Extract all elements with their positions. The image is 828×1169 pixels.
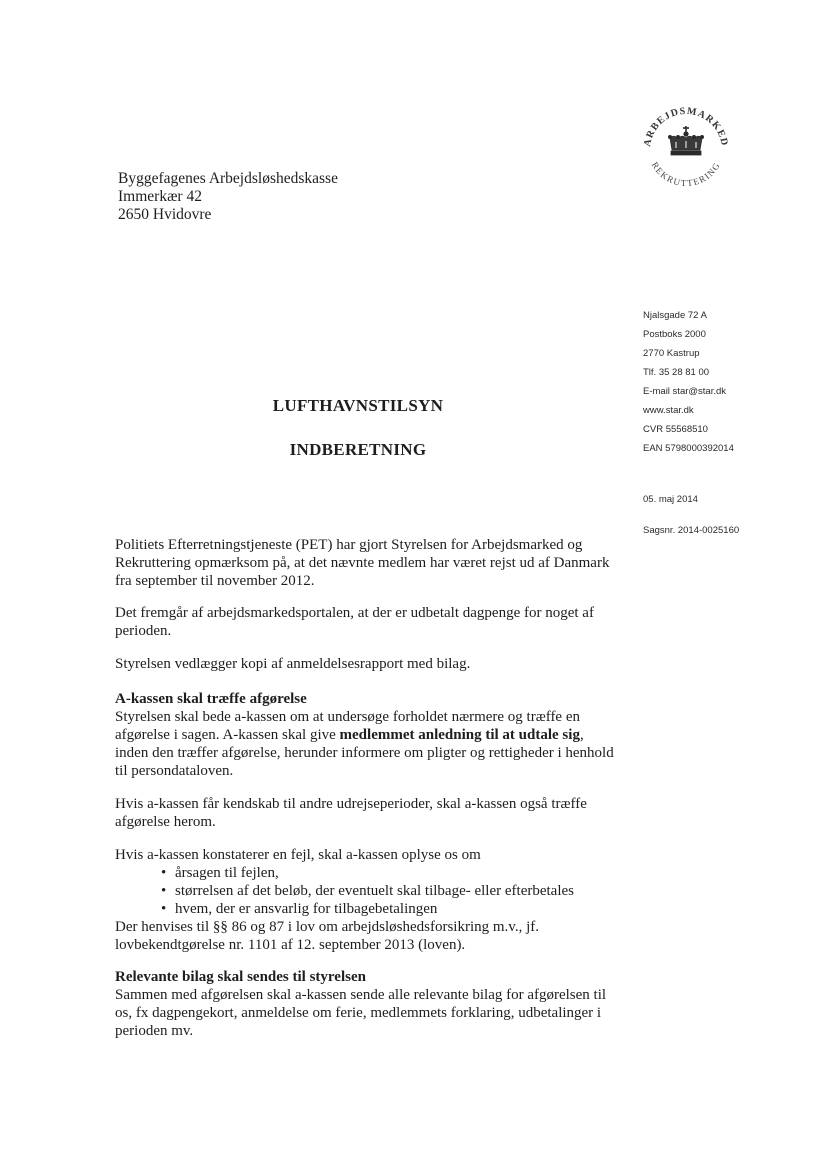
sender-cvr: CVR 55568510 — [643, 424, 708, 435]
sender-phone: Tlf. 35 28 81 00 — [643, 367, 710, 378]
intro-line: fra september til november 2012. — [115, 573, 315, 589]
error-bullet-list — [115, 864, 615, 918]
recipient-city: 2650 Hvidovre — [118, 206, 212, 223]
recipient-street: Immerkær 42 — [118, 188, 202, 205]
intro-line: Politiets Efterretningstjeneste (PET) har gjort Styrelsen for Arbejdsmarked og — [115, 537, 583, 553]
sender-info — [643, 306, 734, 458]
sender-city: 2770 Kastrup — [643, 348, 700, 359]
letter-date: 05. maj 2014 — [643, 494, 698, 505]
star-logo — [634, 92, 738, 196]
decision-line: Styrelsen skal bede a-kassen om at undersøge forholdet nærmere og træffe en — [115, 709, 580, 725]
decision-section — [115, 690, 615, 780]
sender-box: Postboks 2000 — [643, 329, 706, 340]
intro-paragraph — [115, 536, 615, 590]
recipient-name: Byggefagenes Arbejdsløshedskasse — [118, 170, 338, 187]
list-item: • hvem, der er ansvarlig for tilbagebetalingen — [161, 901, 438, 917]
sender-ean: EAN 5798000392014 — [643, 443, 734, 454]
attachments-line: perioden mv. — [115, 1023, 194, 1039]
svg-text:ARBEJDSMARKED: ARBEJDSMARKED — [642, 105, 730, 148]
portal-line: perioden. — [115, 623, 172, 639]
recipient-address — [118, 170, 338, 224]
emphasis-hearing: medlemmet anledning til at udtale sig — [339, 727, 580, 743]
list-item: • størrelsen af det beløb, der eventuelt skal tilbage- eller efterbetales — [161, 883, 574, 899]
bullet-icon: • — [161, 883, 167, 899]
decision-line: afgørelse i sagen. A-kassen skal give medlemmet anledning til at udtale sig, — [115, 727, 584, 743]
bullet-icon: • — [161, 865, 167, 881]
attachment-paragraph — [115, 655, 615, 673]
document-title: LUFTHAVNSTILSYN — [272, 396, 444, 415]
attachments-line: os, fx dagpengekort, anmeldelse om ferie, medlemmets forklaring, udbetalinger i — [115, 1005, 602, 1021]
other-trips-line: Hvis a-kassen får kendskab til andre udrejseperioder, skal a-kassen også træffe — [115, 796, 587, 812]
case-number: Sagsnr. 2014-0025160 — [643, 525, 740, 536]
other-trips-paragraph — [115, 795, 615, 831]
law-line: Der henvises til §§ 86 og 87 i lov om arbejdsløshedsforsikring m.v., jf. — [115, 919, 539, 935]
attachments-section — [115, 968, 615, 1040]
law-line: lovbekendtgørelse nr. 1101 af 12. september 2013 (loven). — [115, 937, 466, 953]
sender-web: www.star.dk — [643, 405, 694, 416]
decision-line: til persondataloven. — [115, 763, 234, 779]
decision-line: inden den træffer afgørelse, herunder informere om pligter og rettigheder i henhold — [115, 745, 614, 761]
error-intro: Hvis a-kassen konstaterer en fejl, skal a-kassen oplyse os om — [115, 847, 481, 863]
section-heading-decision: A-kassen skal træffe afgørelse — [115, 691, 307, 707]
attachment-line: Styrelsen vedlægger kopi af anmeldelsesrapport med bilag. — [115, 656, 471, 672]
crown-icon — [668, 126, 703, 155]
sender-email: E-mail star@star.dk — [643, 386, 727, 397]
section-heading-attachments: Relevante bilag skal sendes til styrelsen — [115, 969, 366, 985]
intro-line: Rekruttering opmærksom på, at det nævnte medlem har været rejst ud af Danmark — [115, 555, 610, 571]
portal-paragraph — [115, 604, 615, 640]
list-item: • årsagen til fejlen, — [161, 865, 279, 881]
error-paragraph — [115, 846, 615, 954]
svg-text:REKRUTTERING: REKRUTTERING — [649, 160, 723, 189]
attachments-line: Sammen med afgørelsen skal a-kassen sende alle relevante bilag for afgørelsen til — [115, 987, 607, 1003]
bullet-icon: • — [161, 901, 167, 917]
portal-line: Det fremgår af arbejdsmarkedsportalen, at der er udbetalt dagpenge for noget af — [115, 605, 594, 621]
other-trips-line: afgørelse herom. — [115, 814, 216, 830]
document-subtitle: INDBERETNING — [289, 440, 427, 459]
sender-street: Njalsgade 72 A — [643, 310, 707, 321]
